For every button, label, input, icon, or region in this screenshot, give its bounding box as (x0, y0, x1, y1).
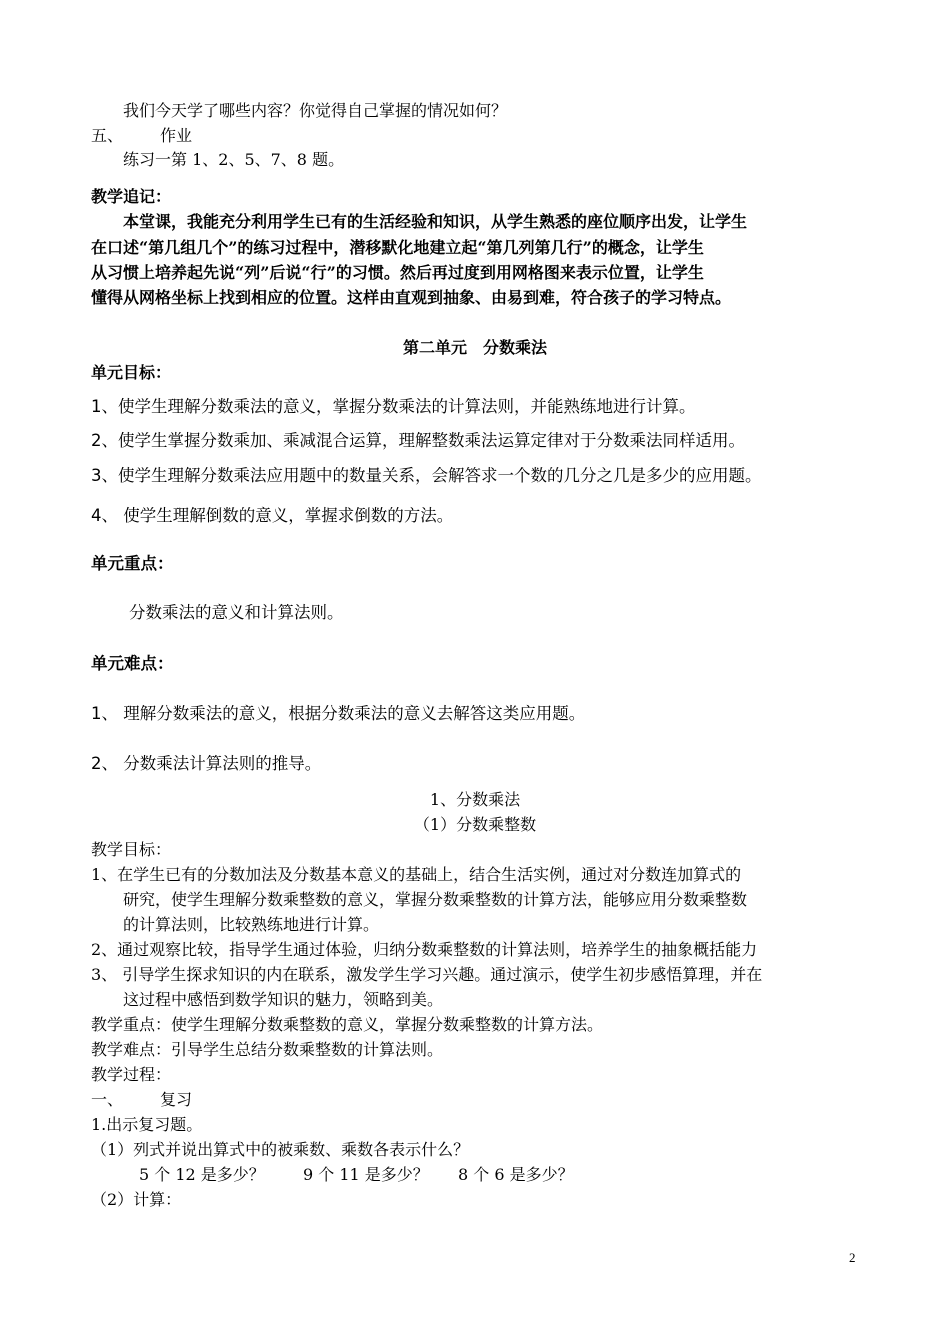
lesson-goals-heading: 教学目标： (91, 840, 172, 859)
page-number: 2 (849, 1250, 856, 1265)
unit-goal: 2、使学生掌握分数乘加、乘减混合运算，理解整数乘法运算定律对于分数乘法同样适用。 (91, 431, 745, 450)
unit-key-heading: 单元重点： (91, 554, 174, 573)
unit-difficulty: 2、 分数乘法计算法则的推导。 (91, 754, 322, 773)
lesson-goal-line: 1、在学生已有的分数加法及分数基本意义的基础上，结合生活实例，通过对分数连加算式的 (91, 865, 742, 884)
lesson-goal-line: 2、通过观察比较，指导学生通过体验，归纳分数乘整数的计算法则，培养学生的抽象概括能力 (91, 940, 758, 959)
step-number: 一、 (91, 1090, 124, 1109)
lesson-key-point: 教学重点：使学生理解分数乘整数的意义，掌握分数乘整数的计算方法。 (91, 1015, 604, 1034)
lesson-title: 1、分数乘法 (429, 790, 521, 809)
lesson-goal-line: 3、 引导学生探求知识的内在联系，激发学生学习兴趣。通过演示，使学生初步感悟算理，并在 (91, 965, 763, 984)
notes-line: 在口述“第几组几个”的练习过程中，潜移默化地建立起“第几列第几行”的概念，让学生 (91, 238, 704, 257)
lesson-goal-line: 的计算法则，比较熟练地进行计算。 (123, 915, 380, 934)
unit-goal: 3、使学生理解分数乘法应用题中的数量关系，会解答求一个数的几分之几是多少的应用题。 (91, 466, 762, 485)
example-question: 9 个 11 是多少？ (303, 1165, 429, 1184)
review-item: 1.出示复习题。 (91, 1115, 203, 1134)
process-heading: 教学过程： (91, 1065, 172, 1084)
review-question-1: （1）列式并说出算式中的被乘数、乘数各表示什么？ (91, 1140, 470, 1159)
lesson-subtitle: （1）分数乘整数 (413, 815, 537, 834)
step-title: 复习 (160, 1090, 193, 1109)
review-question-2: （2）计算： (91, 1190, 182, 1209)
lesson-difficulty: 教学难点：引导学生总结分数乘整数的计算法则。 (91, 1040, 444, 1059)
unit-difficulty-heading: 单元难点： (91, 654, 174, 673)
notes-line: 从习惯上培养起先说“列”后说“行”的习惯。然后再过度到用网格图来表示位置，让学生 (91, 263, 704, 282)
review-question: 我们今天学了哪些内容？你觉得自己掌握的情况如何？ (123, 101, 508, 120)
lesson-goal-line: 研究，使学生理解分数乘整数的意义，掌握分数乘整数的计算方法，能够应用分数乘整数 (123, 890, 748, 909)
unit-title: 第二单元 分数乘法 (402, 338, 547, 357)
example-question: 8 个 6 是多少？ (458, 1165, 574, 1184)
unit-key-text: 分数乘法的意义和计算法则。 (129, 603, 344, 622)
homework-title: 作业 (160, 126, 193, 145)
unit-goal: 4、 使学生理解倒数的意义，掌握求倒数的方法。 (91, 506, 454, 525)
lesson-goal-line: 这过程中感悟到数学知识的魅力，领略到美。 (123, 990, 444, 1009)
notes-line: 本堂课，我能充分利用学生已有的生活经验和知识，从学生熟悉的座位顺序出发，让学生 (123, 212, 748, 231)
notes-heading: 教学追记： (91, 187, 172, 206)
example-question: 5 个 12 是多少？ (139, 1165, 265, 1184)
unit-goals-heading: 单元目标： (91, 363, 172, 382)
homework-number: 五、 (91, 126, 124, 145)
notes-line: 懂得从网格坐标上找到相应的位置。这样由直观到抽象、由易到难，符合孩子的学习特点。 (91, 288, 732, 307)
homework-text: 练习一第 1、2、5、7、8 题。 (123, 150, 345, 169)
unit-difficulty: 1、 理解分数乘法的意义，根据分数乘法的意义去解答这类应用题。 (91, 704, 586, 723)
unit-goal: 1、使学生理解分数乘法的意义，掌握分数乘法的计算法则，并能熟练地进行计算。 (91, 397, 696, 416)
